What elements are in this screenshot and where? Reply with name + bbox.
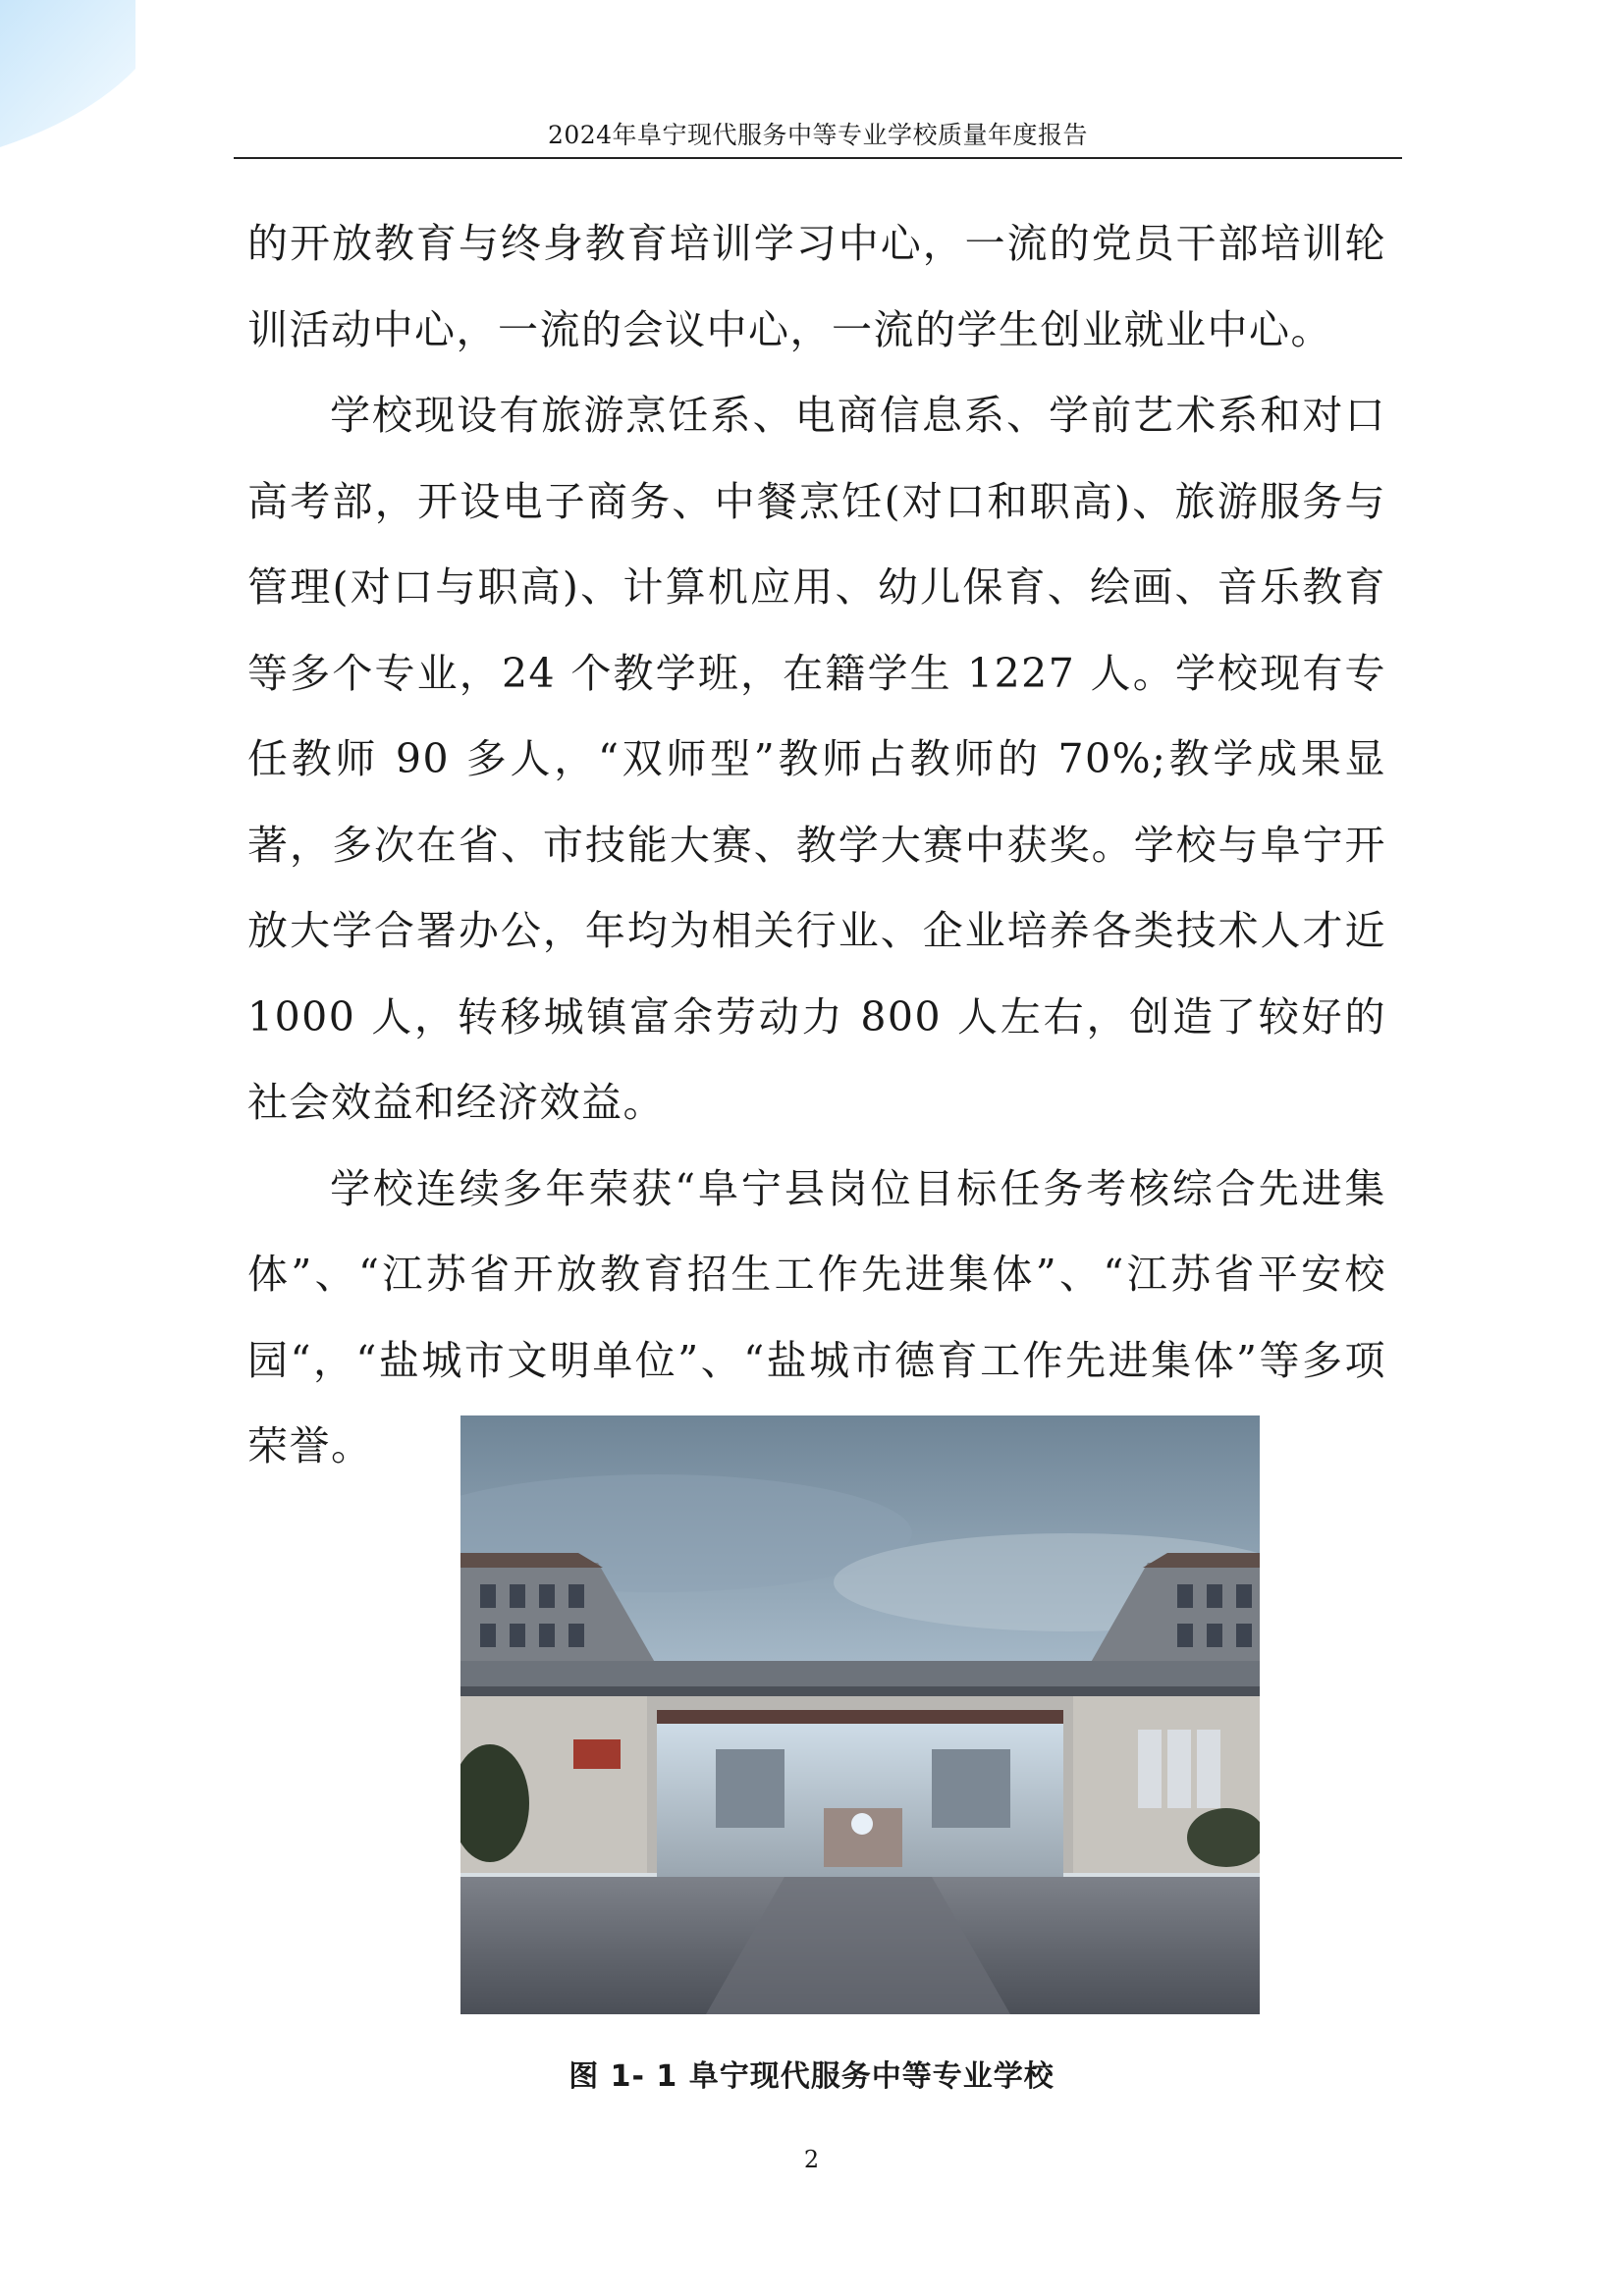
paragraph-3: 学校连续多年荣获“阜宁县岗位目标任务考核综合先进集体”、“江苏省开放教育招生工作先进集体”、“江苏省平安校园“，“盐城市文明单位”、“盐城市德育工作先进集体”等多项荣誉。 — [247, 1164, 1386, 1469]
page-number: 2 — [803, 2146, 820, 2173]
paragraph-1: 的开放教育与终身教育培训学习中心，一流的党员干部培训轮训活动中心，一流的会议中心，一流的学生创业就业中心。 — [247, 220, 1386, 353]
school-gate-photo — [460, 1415, 1260, 2014]
corner-decoration — [0, 0, 147, 157]
page-header: 2024年阜宁现代服务中等专业学校质量年度报告 — [547, 121, 1089, 149]
figure-caption: 图 1- 1 阜宁现代服务中等专业学校 — [568, 2059, 1055, 2094]
header-divider — [234, 157, 1402, 159]
paragraph-2: 学校现设有旅游烹饪系、电商信息系、学前艺术系和对口高考部，开设电子商务、中餐烹饪(对口和职高)、旅游服务与管理(对口与职高)、计算机应用、幼儿保育、绘画、音乐教育等多个专业，24 个教学班，在籍学生 1227 人。学校现有专任教师 90 多人，“双师型”教师占教师的 70%;教学成果显著，多次在省、市技能大赛、教学大赛中获奖。学校与阜宁开放大学合署办公，年均为相关行业、企业培养各类技术人才近 1000 人，转移城镇富余劳动力 800 人左右，创造了较好的社会效益和经济效益。 — [247, 392, 1386, 1126]
body-text — [247, 201, 1386, 1490]
